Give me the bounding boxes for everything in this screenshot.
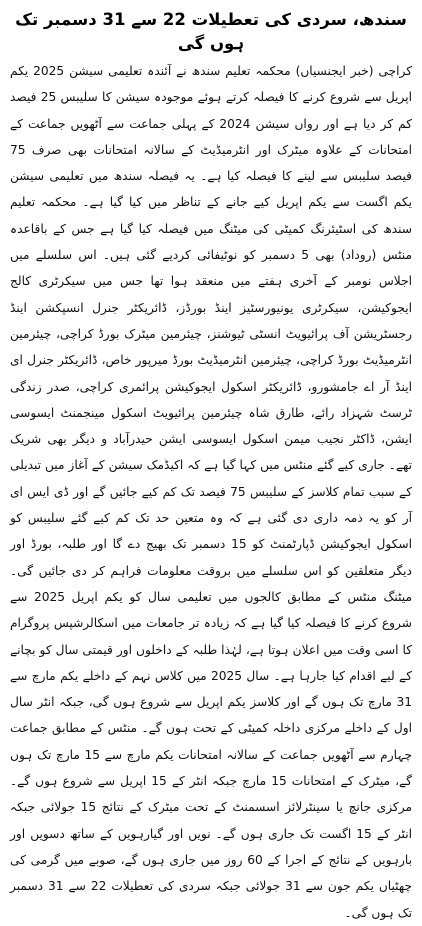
article-body <box>10 58 412 926</box>
article-paragraph: کراچی (خبر ایجنسیاں) محکمہ تعلیم سندھ نے آئندہ تعلیمی سیشن 2025 یکم اپریل سے شروع کرنے کا فیصلہ کرتے ہوئے موجودہ سیشن کا سلیبس 25 فیصد کم کر دیا ہے اور رواں سیشن 2024 کے پہلی جماعت سے آٹھویں جماعت کے امتحانات کے علاوہ میٹرک اور انٹرمیڈیٹ کے سالانہ امتحانات بھی صرف 75 فیصد سلیبس سے لینے کا فیصلہ کیا ہے۔ یہ فیصلہ سندھ میں تعلیمی سیشن یکم اگست سے یکم اپریل کیے جانے کے تناظر میں کیا گیا ہے۔ محکمہ تعلیم سندھ کی اسٹیئرنگ کمیٹی کی میٹنگ میں فیصلہ کیا گیا ہے جس کے باقاعدہ منٹس (روداد) بھی 5 دسمبر کو نوٹیفائی کردیے گئی ہیں۔ اس سلسلے میں اجلاس نومبر کے آخری ہفتے میں منعقد ہوا تھا جس میں سیکرٹری کالج ایجوکیشن، سیکرٹری یونیورسٹیز اینڈ بورڈز، ڈائریکٹر جنرل انسپکشن اینڈ رجسٹریشن آف پرائیویٹ انسٹی ٹیوشنز، چیئرمین میٹرک بورڈ کراچی، چیئرمین انٹرمیڈیٹ بورڈ کراچی، چیئرمین انٹرمیڈیٹ بورڈ میرپور خاص، ڈائریکٹر جنرل ای اینڈ آر اے جامشورو، ڈائریکٹر اسکول ایجوکیشن پرائمری کراچی، صدر زندگی ٹرسٹ شہزاد رائے، طارق شاہ چیئرمین پرائیویٹ اسکول مینجمنٹ ایسوسی ایشن، ڈاکٹر نجیب میمن اسکول ایسوسی ایشن حیدرآباد و دیگر بھی شریک تھے۔ جاری کیے گئے منٹس میں کہا گیا ہے کہ اکیڈمک سیشن کے آغاز میں تبدیلی کے سبب تمام کلاسز کے سلیبس 75 فیصد تک کم کیے جائیں گے اور ڈی ایس ای آر کو یہ ذمہ داری دی گئی ہے کہ وہ متعین حد تک کم کیے گئے سلیبس کو اسکول ایجوکیشن ڈپارٹمنٹ کو 15 دسمبر تک بھیج دے گا اور طلبہ، بورڈ اور دیگر متعلقین کو اس سلسلے میں بروقت معلومات فراہم کر دی جائیں گی۔ میٹنگ منٹس کے مطابق کالجوں میں تعلیمی سال کو یکم اپریل 2025 سے شروع کرنے کا فیصلہ کیا گیا ہے کہ زیادہ تر جامعات میں اسکالرشپس پروگرام کا اسی وقت میں اعلان ہوتا ہے، لہٰذا طلبہ کے داخلوں اور قیمتی سال کو بچانے کے لیے اقدام کیا جارہا ہے۔ سال 2025 میں کلاس نہم کے داخلے یکم مارچ سے 31 مارچ تک ہوں گے اور کلاسز یکم اپریل سے شروع ہوں گی، جبکہ انٹر سال اول کے داخلے مرکزی داخلہ کمیٹی کے تحت ہوں گے۔ منٹس کے مطابق جماعت چہارم سے آٹھویں جماعت کے سالانہ امتحانات یکم مارچ سے 15 مارچ تک ہوں گے، میٹرک کے امتحانات 15 مارچ جبکہ انٹر کے 15 اپریل سے شروع ہوں گے۔ مرکزی جانچ یا سینٹرلائز اسسمنٹ کے تحت میٹرک کے نتائج 15 جولائی جبکہ انٹر کے 15 اگست تک جاری ہوں گے۔ نویں اور گیارہویں کے ساتھ دسویں اور بارہویں کے نتائج کے اجرا کے 60 روز میں جاری ہوں گے، صوبے میں گرمی کی چھٹیاں یکم جون سے 31 جولائی جبکہ سردی کی تعطیلات 22 سے 31 دسمبر تک ہوں گی۔ <box>10 64 413 920</box>
article-headline: سندھ، سردی کی تعطیلات 22 سے 31 دسمبر تک ہوں گی <box>15 10 407 53</box>
